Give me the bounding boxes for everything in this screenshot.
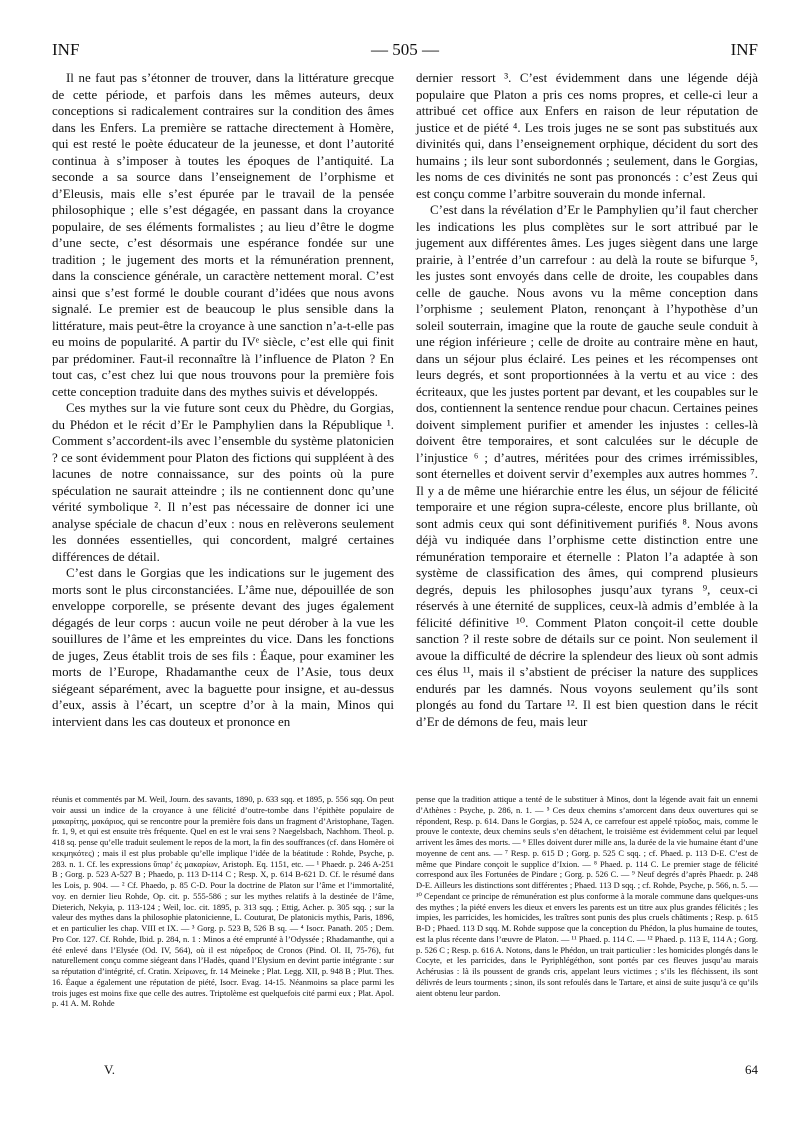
paragraph: Il ne faut pas s’étonner de trouver, dans la littérature grecque de cette période, et parfois dans les mêmes auteurs, deux conceptions si radicalement contraires sur la condition des âmes dans les Enfers. La première se rattache directement à Homère, qui est resté le poète éducateur de la jeunesse, et dont l’autorité continua à s’imposer à toutes les époques de l’antiquité. La seconde a sa source dans l’enseignement de l’orphisme et d’Eleusis, mais elle s’est épurée par le travail de la pensée philosophique ; elle s’est dégagée, en passant dans la croyance populaire, de ses éléments formalistes ; au lieu d’être le dogme d’une secte, c’est désormais une espérance fondée sur une tradition ; le jugement des morts et la rémunération prennent, dans la conscience générale, un caractère nettement moral. C’est ainsi que s’est formé le double courant d’idées que nous avons signalé. Le premier est de beaucoup le plus sensible dans la littérature, mais peut-être la croyance à une sanction n’a-t-elle pas eu moins de popularité. A partir du IVᵉ siècle, c’est elle qui finit par prédominer. Faut-il reconnaître là l’influence de Platon ? En tout cas, c’est chez lui que nous trouvons pour la première fois cette conception traduite dans des mythes suivis et développés.	[52, 70, 394, 399]
page-number: — 505 —	[371, 40, 439, 59]
paragraph: C’est dans le Gorgias que les indications sur le jugement des morts sont le plus circonstanciées. L’âme nue, dépouillée de son enveloppe corporelle, se présente devant des juges également dégagés de leur corps : aucun voile ne peut dérober à la vue les souillures de l’âme et les empreintes du vice. Dans les fonctions de juges, Zeus établit trois de ses fils : Éaque, pour examiner les morts de l’Europe, Rhadamanthe ceux de l’Asie, tous deux siégeant séparément, avec la baguette pour insigne, et au-dessus d’eux, assis à l’écart, un sceptre d’or à la main, Minos qui intervient dans les cas douteux et prononce en	[52, 565, 394, 729]
footnote-text: réunis et commentés par M. Weil, Journ. des savants, 1890, p. 633 sqq. et 1895, p. 556 sqq. On peut voir aussi un indice de la croyance à une félicité d’outre-tombe dans l’épithète populaire de μακαρίτης, μακάριος, qui se rencontre pour la première fois dans un fragment d’Aristophane, Tagen. fr. 1, 9, et qui est ensuite très fréquente. Quel en est le vrai sens ? Naegelsbach, Nachhom. Theol. p. 418 sq. pense qu’elle traduit seulement le repos de la mort, la fin des souffrances (cf. dans Homère οἱ κεκμηκότες) ; mais il est plus probable qu’elle implique l’idée de la béatitude : Rohde, Psyche, p. 283. n. 1. Cf. les expressions ὕπαρ’ ἐς μακαρίων, Aristoph. Eq. 1151, etc. — ¹ Phaedr. p. 246 A-251 B ; Gorg. p. 523 A-527 B ; Phaedo, p. 113 D-114 C ; Resp. X, p. 614 B-621 D. Cf. le résumé dans les Lois, p. 904. — ² Cf. Phaedo, p. 85 C-D. Pour la doctrine de Platon sur l’âme et l’immortalité, voy. en dernier lieu Rohde, Op. cit. p. 555-586 ; sur les mythes relatifs à la destinée de l’âme, Dieterich, Nekyia, p. 113-124 ; Weil, loc. cit. 1895, p. 313 sqq. ; Ettig, Acher. p. 305 sqq. ; sur la valeur des mythes dans la philosophie platonicienne, L. Couturat, De platonicis mythis, Paris, 1896, et en particulier les chap. VIII et IX. — ³ Gorg. p. 523 B, 526 B sq. — ⁴ Isocr. Panath. 205 ; Dem. Pro Cor. 127. Cf. Rohde, Ibid. p. 284, n. 1 : Minos a été emprunté à l’Odyssée ; Rhadamanthe, qui a été enlevé dans l’Elysée (Od. IV, 564), où il est πάρεδρος de Cronos (Pind. Ol. II, 75-76), fut naturellement conçu comme siégeant dans l’Hadès, quand l’Elysium en devint partie intégrante : sur sa réputation d’intégrité, cf. Cratin. Χείρωνες, fr. 14 Meineke ; Plat. Legg. XII, p. 948 B ; Plut. Thes. 16. Éaque a également une réputation de piété, Isocr. Evag. 14-15. Néanmoins sa place parmi les trois juges est moins fixe que celle des autres. Triptolème est quelquefois cité parmi eux ; Plat. Apol. p. 41 A. M. Rohde	[52, 794, 394, 1009]
paragraph: Ces mythes sur la vie future sont ceux du Phèdre, du Gorgias, du Phédon et le récit d’Er le Pamphylien dans la République ¹. Comment s’accordent-ils avec l’ensemble du système platonicien ? ce sont évidemment pour Platon des fictions qui suppléent à des lacunes de notre connaissance, sur des points où la pure spéculation ne saurait atteindre ; ils ne contiennent donc qu’une vérité symbolique ². Il n’est pas nécessaire de donner ici une analyse spéciale de chacun d’eux : nous en relèverons seulement les données essentielles, qui concordent, malgré certaines différences de détail.	[52, 400, 394, 564]
footnotes-left	[52, 794, 394, 1009]
left-text-column	[52, 70, 394, 730]
right-text-column	[416, 70, 758, 730]
footnote-text: pense que la tradition attique a tenté de le substituer à Minos, dont la légende avait fait un ennemi d’Athènes : Psyche, p. 286, n. 1. — ⁵ Ces deux chemins s’amorcent dans deux ouvertures qui se répondent, Resp. p. 614. Dans le Gorgias, p. 524 A, ce carrefour est appelé τρίοδος, mais, comme le prouve le contexte, deux chemins seuls s’en détachent, le troisième est évidemment celui par lequel arrivent les âmes des morts. — ⁶ Elles doivent durer mille ans, la durée de la vie humaine étant d’une moyenne de cent ans. — ⁷ Resp. p. 615 D ; Gorg. p. 525 C sqq. ; cf. Phaed. p. 113 D-E. C’est de même que Pindare conçoit le supplice d’Ixion. — ⁸ Phaed. p. 114 C. Le premier stage de félicité correspond aux îles Fortunées de Pindare ; Gorg. p. 526 C. — ⁹ Neuf degrés d’après Phaedr. p. 248 D-E. Ailleurs les distinctions sont différentes ; Phaed. 113 D sqq. ; cf. Rohde, Psyche, p. 566, n. 5. — ¹⁰ Cependant ce principe de rémunération est plus conforme à la morale commune dans quelques-uns des mythes ; la piété envers les dieux et envers les parents est un titre aux plus grandes félicités ; les impies, les parricides, les homicides, les traîtres sont punis des plus cruels châtiments ; Resp. p. 615 B-D ; Phaed. 113 D sqq. M. Rohde suppose que la conception du Phédon, la plus humaine de toutes, est la plus récente dans l’œuvre de Platon. — ¹¹ Phaed. p. 114 C. — ¹² Phaed. p. 113 E, 114 A ; Gorg. p. 526 C ; Resp. p. 616 A. Notons, dans le Phédon, un trait particulier : les homicides plongés dans le Cocyte, et les parricides, dans le Pyriphlégéthon, sont portés par ces fleuves jusqu’au marais Achérusias : là ils poussent de grands cris, appelant leurs victimes ; s’ils les fléchissent, ils sont délivrés de leurs tourments ; sinon, ils sont refoulés dans le Tartare, et ainsi de suite jusqu’à ce qu’ils aient obtenu leur pardon.	[416, 794, 758, 998]
running-header	[52, 40, 758, 62]
dictionary-page	[52, 40, 758, 1100]
footnotes-right	[416, 794, 758, 998]
paragraph: dernier ressort ³. C’est évidemment dans une légende déjà populaire que Platon a pris ces noms propres, et celle-ci leur a attribué cet office aux Enfers en raison de leur réputation de justice et de piété ⁴. Les trois juges ne se sont pas substitués aux divinités qui, dans l’enseignement orphique, décident du sort des humains ; ils leur sont subordonnés ; seulement, dans le Gorgias, les noms de ces divinités ne sont pas prononcés : c’est Zeus qui est conçu comme l’arbitre souverain du monde infernal.	[416, 70, 758, 201]
header-left-word: INF	[52, 40, 80, 59]
signature-mark: V.	[104, 1062, 115, 1077]
sheet-number: 64	[745, 1062, 758, 1077]
header-right-word: INF	[730, 40, 758, 59]
paragraph: C’est dans la révélation d’Er le Pamphylien qu’il faut chercher les indications les plus complètes sur le sort attribué par le jugement aux différentes âmes. Les juges siègent dans une large prairie, à l’entrée d’un carrefour : au delà la route se bifurque ⁵, les justes sont envoyés dans celle de droite, les coupables dans celle de gauche. Nous avons vu la même conception dans l’orphisme ; seulement Platon, renonçant à l’hypothèse d’un soleil souterrain, imagine que la route de gauche seule conduit à une région inférieure ; celle de droite au contraire mène en haut, dans un séjour plus éclairé. Les peines et les récompenses ont leurs degrés, et sont proportionnées à la vertu et au vice : des écriteaux, que les justes portent par devant, et les coupables sur le dos, contiennent la sentence rendue pour chacun. Certaines peines doivent simplement purifier et amender les injustes : celles-là doivent être temporaires, et sont calculées sur le décuple de l’injustice ⁶ ; d’autres, méritées pour des crimes irrémissibles, sont éternelles et doivent servir d’exemples aux autres hommes ⁷. Il y a de même une hiérarchie entre les élus, un séjour de félicité temporaire et une région supra-céleste, encore plus brillante, où sont admis ceux qui sont définitivement purifiés ⁸. Nous avons déjà vu indiquée dans l’orphisme cette distinction entre une rémunération temporaire et éternelle : Platon l’a adaptée à son système de classification des âmes, qui comprend plusieurs degrés, depuis les philosophes jusqu’aux tyrans ⁹, ceux-ci réservés à une éternité de supplices, ceux-là admis d’emblée à la félicité définitive ¹⁰. Comment Platon conçoit-il cette double sanction ? il reste sobre de détails sur ce point. Non seulement il avoue la difficulté de décrire la splendeur des lieux où sont admis ces élus ¹¹, mais il s’abstient de préciser la nature des supplices endurés par les damnés. Nous voyons seulement qu’ils sont plongés au fond du Tartare ¹². Il est bien question dans le récit d’Er de démons de feu, mais leur	[416, 202, 758, 729]
